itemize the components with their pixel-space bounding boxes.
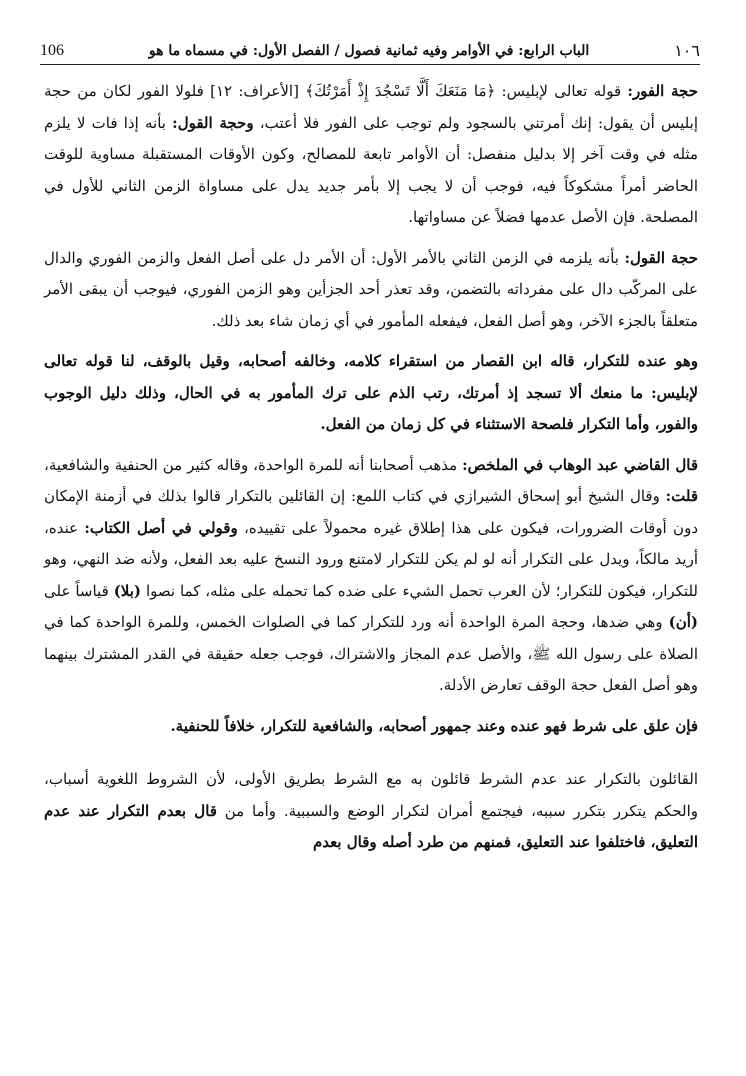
paragraph-taliq-shart: فإن علق على شرط فهو عنده وعند جمهور أصحابه، والشافعية للتكرار، خلافاً للحنفية. xyxy=(170,716,698,735)
text-segment: القائلون بالتكرار عند عدم الشرط قائلون به مع الشرط بطريق الأولى، لأن الشروط اللغوية أسباب، والحكم يتكرر بتكرر سببه، فيجتمع أمران لتكرار الوضع والسببية. وأما من xyxy=(44,770,698,820)
keyword-qawli: وقولي في أصل الكتاب: xyxy=(84,518,238,537)
paragraph-qadi-abd-al-wahhab xyxy=(44,450,698,702)
running-title: الباب الرابع: في الأوامر وفيه ثمانية فصول / الفصل الأول: في مسماه ما هو xyxy=(148,43,590,59)
page-number-arabic: ١٠٦ xyxy=(674,43,700,60)
paragraph-qailun-bit-tikrar xyxy=(44,764,698,859)
paragraph-tikrar-matn: وهو عنده للتكرار، قاله ابن القصار من استقراء كلامه، وخالفه أصحابه، وقيل بالوقف، لنا قوله تعالى لإبليس: ما منعك ألا تسجد إذ أمرتك، رتب الذم على ترك المأمور به في الحال، وذلك دليل الوجوب والفور، وأما التكرار فلصحة الاستثناء في كل زمان من الفعل. xyxy=(44,352,698,433)
paragraph-hujjat-al-qawl xyxy=(44,243,698,338)
keyword-qultu: قلت: xyxy=(665,487,698,505)
keyword-qadi-abd-al-wahhab: قال القاضي عبد الوهاب في الملخص: xyxy=(462,455,698,474)
text-segment: بأنه إذا فات لا يلزم مثله في وقت آخر إلا بدليل منفصل: أن الأوامر تابعة للمصالح، وكون الأوقات المستقبلة مساوية للوقت الحاضر أمراً مشكوكاً فيه، فوجب أن لا يجب إلا بأمر جديد يدل على مساواة الزمن الثاني للأول في المصلحة. فإن الأصل عدمها فضلاً عن مساواتها. xyxy=(44,113,698,226)
keyword-qala-bi-adam: قال بعدم التكرار عند عدم التعليق، فاختلفوا عند التعليق، فمنهم من طرد أصله وقال بعدم xyxy=(44,801,698,851)
text-segment: وقال الشيخ أبو إسحاق الشيرازي في كتاب اللمع: إن القائلين بالتكرار قالوا بذلك في أزمنة الإمكان دون أوقات الضرورات، فيكون على هذا إطلاق غيره محمولاً على تقييده، xyxy=(44,487,698,537)
keyword-hujjat-al-fawr: حجة الفور: xyxy=(627,82,699,100)
keyword-bila: (بلا) xyxy=(113,581,142,600)
running-header xyxy=(40,38,700,65)
body-text xyxy=(44,76,698,859)
keyword-an: (أن) xyxy=(668,613,698,631)
paragraph-hujjat-al-fawr xyxy=(44,76,698,234)
text-segment: مذهب أصحابنا أنه للمرة الواحدة، وقاله كثير من الحنفية والشافعية، xyxy=(44,455,463,474)
page-number-latin: 106 xyxy=(40,42,64,59)
text-segment: عنده، أريد مالكاً، ويدل على التكرار أنه لو لم يكن للتكرار لامتنع ورود النسخ عليه بعد الفعل، ولأنه ضد النهي، وهو للتكرار، فيكون للتكرار؛ لأن العرب تحمل الشيء على ضده كما تحمله على مثله، كما نصوا xyxy=(44,518,698,600)
text-segment: قوله تعالى لإبليس: ﴿مَا مَنَعَكَ أَلَّا تَسْجُدَ إِذْ أَمَرْتُكَ﴾ [الأعراف: ١٢] فلولا الفور لكان من حجة إبليس أن يقول: إنك أمرتني بالسجود ولم توجب على الفور فلا أعتب، xyxy=(44,82,698,132)
text-segment: قياساً على xyxy=(44,581,114,600)
text-segment: وهي ضدها، وحجة المرة الواحدة أنه ورد للتكرار كما في الصلوات الخمس، وللمرة الواحدة كما في الصلاة على رسول الله ﷺ، والأصل عدم المجاز والاشتراك، فوجب جعله حقيقة في القدر المشترك بينهما وهو أصل الفعل حجة الوقف تعارض الأدلة. xyxy=(44,613,698,694)
keyword-hujjat-al-qawl-2: حجة القول: xyxy=(624,248,699,267)
keyword-hujjat-al-qawl: وحجة القول: xyxy=(172,113,254,132)
text-segment: بأنه يلزمه في الزمن الثاني بالأمر الأول: أن الأمر دل على أصل الفعل والزمن الفوري والدال على المركّب دال على مفرداته بالتضمن، وقد تعذر أحد الجزأين وهو الزمن الفوري، فيوجب أن يبقى الأمر متعلقاً بالجزء الآخر، وهو أصل الفعل، فيفعله المأمور في أي زمان شاء بعد ذلك. xyxy=(44,248,698,330)
